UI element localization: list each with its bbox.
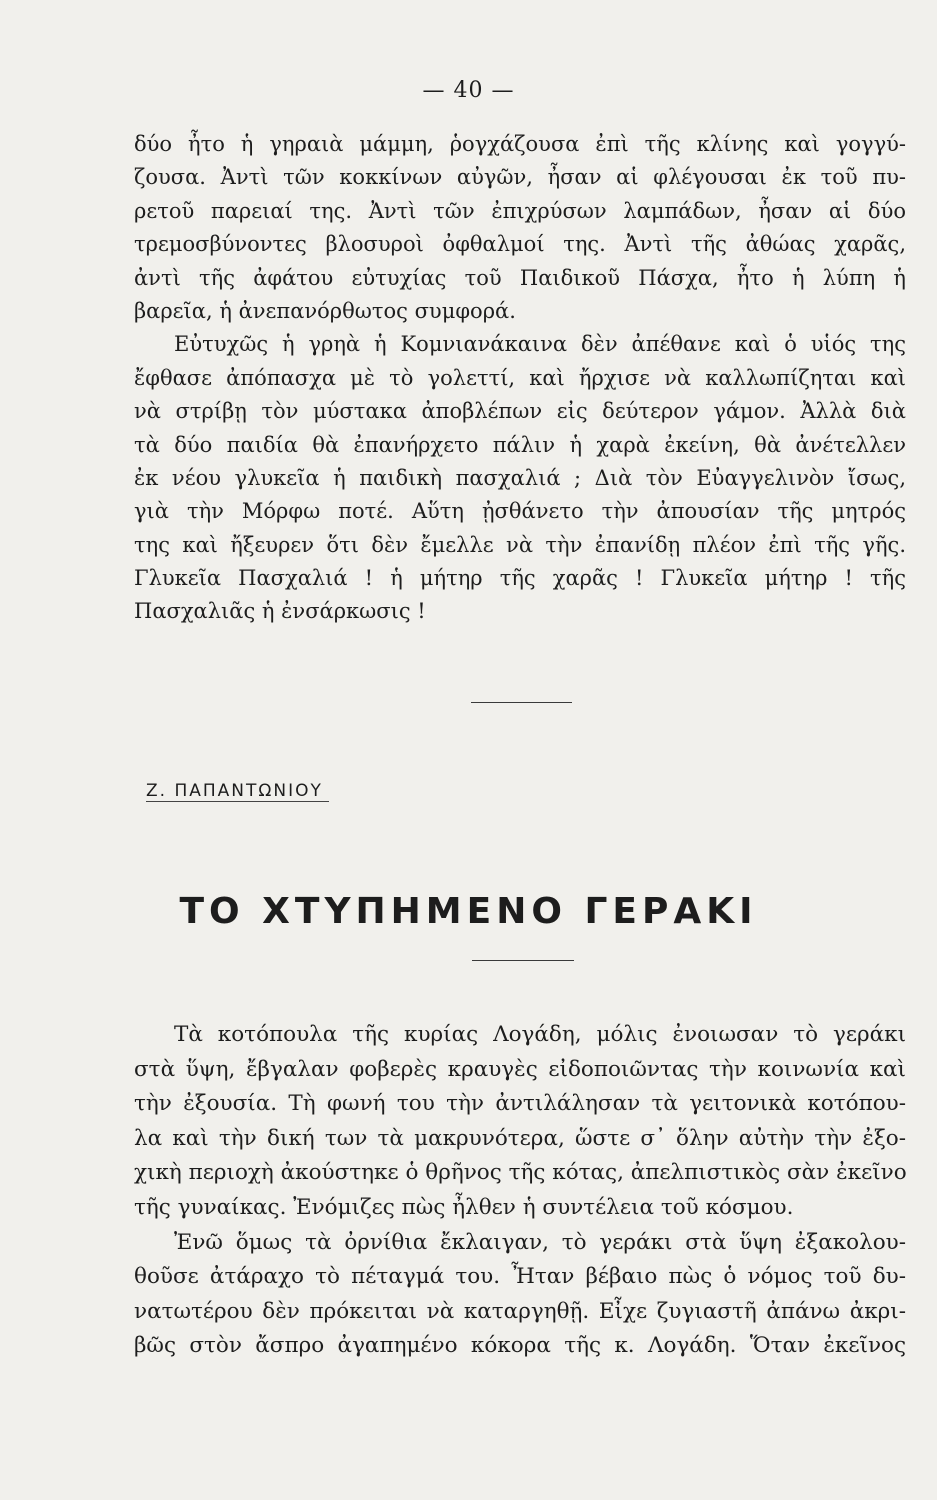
text-line: θοῦσε ἀτάραχο τὸ πέταγμά του. Ἦταν βέβαιο πὼς ὁ νόμος τοῦ δυ- — [134, 1264, 906, 1290]
text-line: τὴν ἐξουσία. Τὴ φωνή του τὴν ἀντιλάλησαν τὰ γειτονικὰ κοτόπου- — [134, 1091, 906, 1117]
paragraph — [134, 128, 906, 328]
text-line: στὰ ὕψη, ἔβγαλαν φοβερὲς κραυγὲς εἰδοποιῶντας τὴν κοινωνία καὶ — [134, 1056, 906, 1082]
text-line: δύο ἦτο ἡ γηραιὰ μάμμη, ῥογχάζουσα ἐπὶ τῆς κλίνης καὶ γογγύ- — [134, 132, 906, 156]
paragraph — [134, 1226, 906, 1364]
paragraph — [134, 328, 906, 629]
section-divider — [471, 702, 572, 703]
text-line: λα καὶ τὴν δική των τὰ μακρυνότερα, ὥστε σ᾿ ὅλην αὐτὴν τὴν ἐξο- — [134, 1125, 906, 1151]
text-line: Εὐτυχῶς ἡ γρηὰ ἡ Κομνιανάκαινα δὲν ἀπέθανε καὶ ὁ υἱός της — [174, 332, 906, 357]
text-line: ζουσα. Ἀντὶ τῶν κοκκίνων αὐγῶν, ἦσαν αἱ φλέγουσαι ἐκ τοῦ πυ- — [134, 165, 906, 190]
text-line: ρετοῦ παρειαί της. Ἀντὶ τῶν ἐπιχρύσων λαμπάδων, ἦσαν αἱ δύο — [134, 198, 906, 223]
story-title: ΤΟ ΧΤΥΠΗΜΕΝΟ ΓΕΡΑΚΙ — [179, 891, 758, 932]
text-line: ἀντὶ τῆς ἀφάτου εὐτυχίας τοῦ Παιδικοῦ Πάσχα, ἦτο ἡ λύπη ἡ — [134, 265, 906, 290]
text-line: νὰ στρίβῃ τὸν μύστακα ἀποβλέπων εἰς δεύτερον γάμον. Ἀλλὰ διὰ — [134, 399, 906, 424]
title-divider — [472, 960, 574, 961]
previous-story-ending — [134, 128, 906, 629]
text-line: βῶς στὸν ἄσπρο ἀγαπημένο κόκορα τῆς κ. Λογάδη. Ὅταν ἐκεῖνος — [134, 1333, 906, 1359]
author-name: Ζ. ΠΑΠΑΝΤΩΝΙΟΥ — [146, 781, 329, 802]
text-line: νατωτέρου δὲν πρόκειται νὰ καταργηθῇ. Εἶχε ζυγιαστῆ ἀπάνω ἀκρι- — [134, 1298, 906, 1324]
text-line: Γλυκεῖα Πασχαλιά ! ἡ μήτηρ τῆς χαρᾶς ! Γλυκεῖα μήτηρ ! τῆς — [134, 566, 906, 591]
text-line: Τὰ κοτόπουλα τῆς κυρίας Λογάδη, μόλις ἐνοιωσαν τὸ γεράκι — [174, 1022, 906, 1047]
text-line: ἔφθασε ἀπόπασχα μὲ τὸ γολεττί, καὶ ἤρχισε νὰ καλλωπίζηται καὶ — [134, 365, 906, 390]
text-line: βαρεῖα, ἡ ἀνεπανόρθωτος συμφορά. — [134, 298, 516, 323]
paragraph — [134, 1018, 906, 1226]
text-line: Πασχαλιᾶς ἡ ἐνσάρκωσις ! — [134, 599, 426, 624]
text-line: Ἐνῶ ὅμως τὰ ὀρνίθια ἔκλαιγαν, τὸ γεράκι στὰ ὕψη ἐξακολου- — [174, 1229, 906, 1255]
text-line: γιὰ τὴν Μόρφω ποτέ. Αὕτη ᾐσθάνετο τὴν ἀπουσίαν τῆς μητρός — [134, 499, 906, 524]
story-body — [134, 1018, 906, 1364]
text-line: ἐκ νέου γλυκεῖα ἡ παιδικὴ πασχαλιά ; Διὰ τὸν Εὐαγγελινὸν ἴσως, — [134, 465, 906, 490]
text-line: τρεμοσβύνοντες βλοσυροὶ ὀφθαλμοί της. Ἀντὶ τῆς ἀθώας χαρᾶς, — [134, 232, 906, 257]
text-line: της καὶ ἤξευρεν ὅτι δὲν ἔμελλε νὰ τὴν ἐπανίδῃ πλέον ἐπὶ τῆς γῆς. — [134, 532, 906, 557]
text-line: τῆς γυναίκας. Ἐνόμιζες πὼς ἦλθεν ἡ συντέλεια τοῦ κόσμου. — [134, 1194, 794, 1220]
text-line: τὰ δύο παιδία θὰ ἐπανήρχετο πάλιν ἡ χαρὰ ἐκείνη, θὰ ἀνέτελλεν — [134, 432, 906, 457]
page-number: — 40 — — [422, 78, 515, 103]
text-line: χικὴ περιοχὴ ἀκούστηκε ὁ θρῆνος τῆς κότας, ἀπελπιστικὸς σὰν ἐκεῖνο — [134, 1160, 907, 1186]
